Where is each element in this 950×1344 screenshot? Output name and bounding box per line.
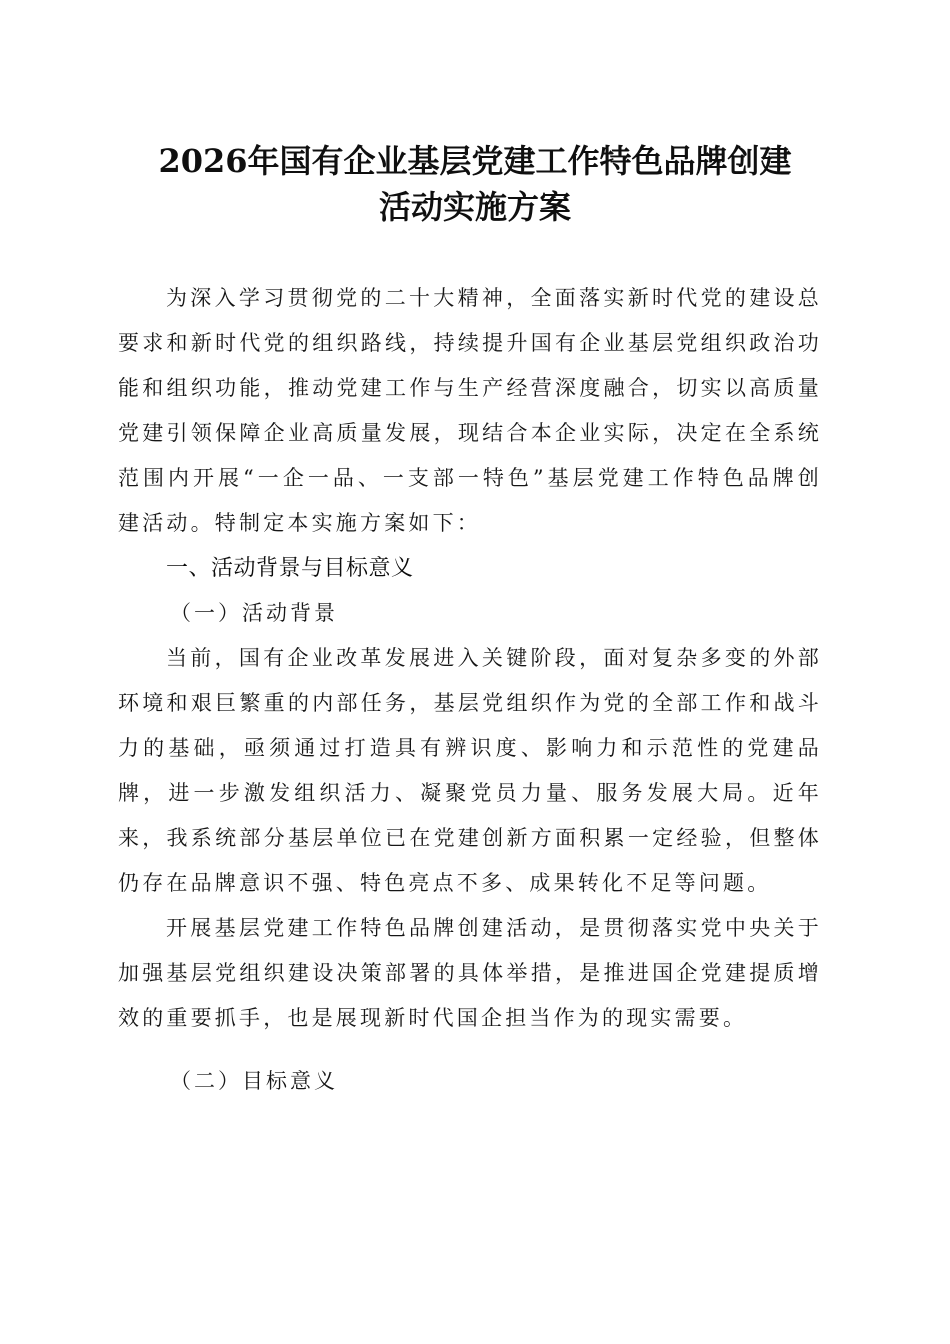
background-paragraph-1: 当前，国有企业改革发展进入关键阶段，面对复杂多变的外部环境和艰巨繁重的内部任务，基层党组织作为党的全部工作和战斗力的基础，亟须通过打造具有辨识度、影响力和示范性的党建品牌，进一步激发组织活力、凝聚党员力量、服务发展大局。近年来，我系统部分基层单位已在党建创新方面积累一定经验，但整体仍存在品牌意识不强、特色亮点不多、成果转化不足等问题。 bbox=[118, 646, 822, 895]
background-paragraph-2: 开展基层党建工作特色品牌创建活动，是贯彻落实党中央关于加强基层党组织建设决策部署的具体举措，是推进国企党建提质增效的重要抓手，也是展现新时代国企担当作为的现实需要。 bbox=[118, 916, 822, 1030]
document-body bbox=[118, 276, 822, 1104]
document-title-line-1: 2026年国有企业基层党建工作特色品牌创建 bbox=[158, 142, 792, 180]
subsection-heading-background: （一）活动背景 bbox=[170, 601, 338, 625]
subsection-heading-objectives: （二）目标意义 bbox=[170, 1069, 338, 1093]
section-heading-1: 一、活动背景与目标意义 bbox=[166, 556, 414, 581]
intro-paragraph: 为深入学习贯彻党的二十大精神，全面落实新时代党的建设总要求和新时代党的组织路线，持续提升国有企业基层党组织政治功能和组织功能，推动党建工作与生产经营深度融合，切实以高质量党建引领保障企业高质量发展，现结合本企业实际，决定在全系统范围内开展“一企一品、一支部一特色”基层党建工作特色品牌创建活动。特制定本实施方案如下： bbox=[118, 286, 822, 535]
document-title-line-2: 活动实施方案 bbox=[378, 188, 571, 226]
